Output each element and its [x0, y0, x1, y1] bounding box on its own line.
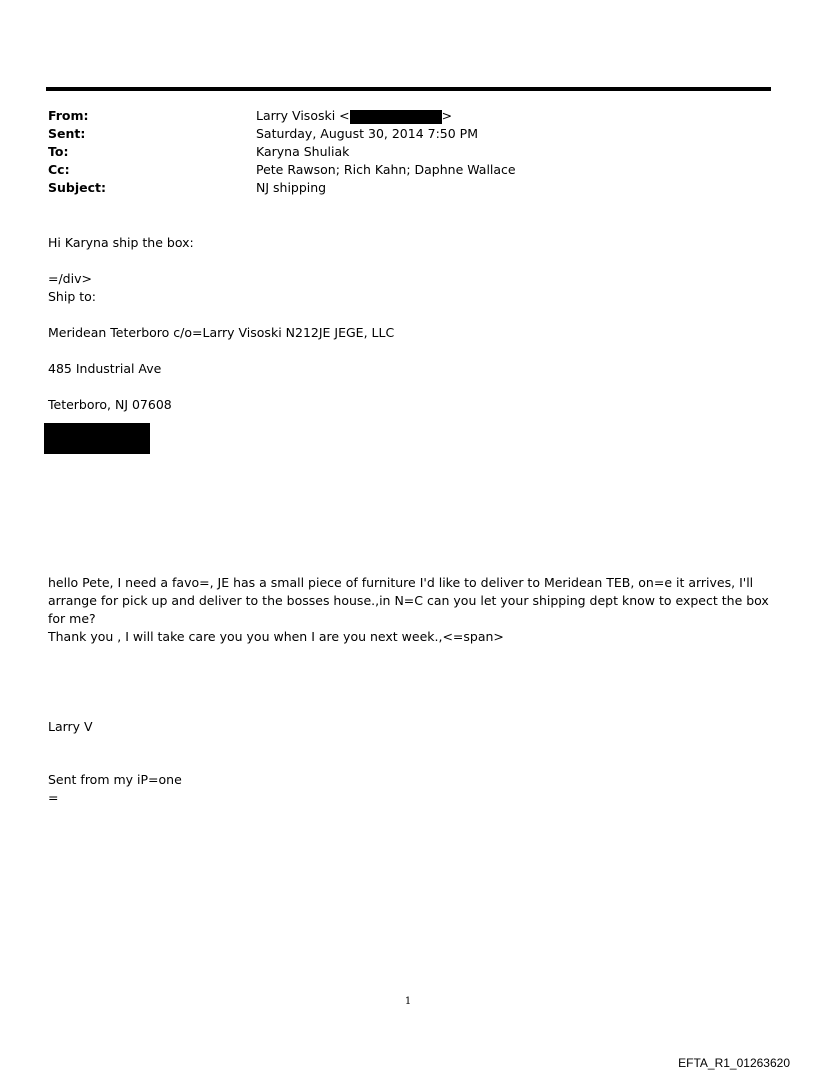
address-line-1: Meridean Teterboro c/o=Larry Visoski N212JE JEGE, LLC [48, 325, 395, 340]
redaction-box [350, 110, 442, 124]
trailing-equals: = [48, 790, 59, 805]
signature: Larry V [48, 719, 93, 734]
thanks-line: Thank you , I will take care you you when I are you next week.,<=span> [48, 629, 504, 644]
bates-number: EFTA_R1_01263620 [678, 1056, 790, 1070]
to-value: Karyna Shuliak [256, 144, 350, 159]
sent-from-line: Sent from my iP=one [48, 772, 182, 787]
message-paragraph: hello Pete, I need a favo=, JE has a small piece of furniture I'd like to deliver to Meridean TEB, on=e it arrives, I'll arrange for pick up and deliver to the bosses house.,in N=C can you let your shipping dept know to expect the box for me? [48, 575, 769, 626]
div-artifact: =/div> [48, 271, 92, 286]
greeting: Hi Karyna ship the box: [48, 235, 194, 250]
cc-value: Pete Rawson; Rich Kahn; Daphne Wallace [256, 162, 516, 177]
from-label: From: [48, 108, 89, 123]
subject-value: NJ shipping [256, 180, 327, 195]
cc-label: Cc: [48, 162, 70, 177]
header-rule [46, 87, 771, 91]
ship-to-label: Ship to: [48, 289, 96, 304]
sent-label: Sent: [48, 126, 86, 141]
from-tail: > [441, 108, 453, 123]
from-value [256, 107, 452, 125]
address-line-2: 485 Industrial Ave [48, 361, 162, 376]
to-label: To: [48, 144, 69, 159]
address-line-3: Teterboro, NJ 07608 [48, 397, 172, 412]
sent-value: Saturday, August 30, 2014 7:50 PM [256, 126, 478, 141]
from-name: Larry Visoski < [256, 108, 350, 123]
page-number: 1 [404, 996, 412, 1007]
redaction-block [44, 423, 150, 454]
subject-label: Subject: [48, 180, 106, 195]
